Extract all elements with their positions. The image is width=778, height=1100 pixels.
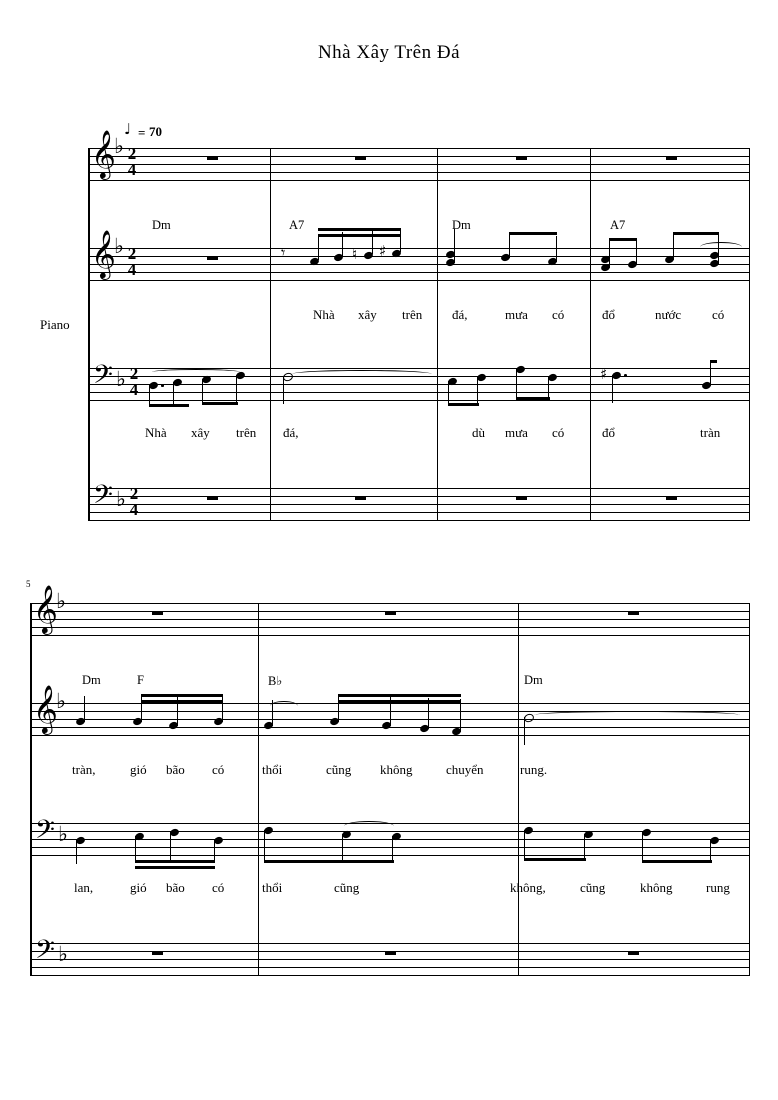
lyric-syllable: bão (166, 880, 185, 895)
beam (524, 858, 586, 861)
beam (149, 404, 189, 407)
natural-accidental: ♮ (352, 245, 358, 263)
whole-rest (516, 156, 527, 160)
slur (152, 369, 240, 375)
key-signature-flat: ♭ (114, 234, 124, 258)
tie (534, 711, 740, 719)
lyric-syllable: có (212, 762, 225, 777)
eighth-rest-icon: 𝄾 (281, 243, 286, 262)
note-stem (509, 232, 510, 258)
note-stem (236, 375, 237, 403)
barline (270, 148, 271, 520)
sharp-accidental: ♯ (379, 242, 387, 260)
note-stem (609, 238, 610, 268)
lyric-syllable: đổ (602, 425, 615, 440)
lyric-syllable: bão (166, 762, 185, 777)
whole-rest (207, 156, 218, 160)
note-stem (264, 830, 265, 862)
note-stem (84, 696, 85, 722)
note-stem (524, 830, 525, 858)
slur (700, 242, 742, 252)
note-stem (477, 377, 478, 403)
time-signature-bottom: 4 (127, 260, 137, 279)
note-stem (642, 832, 643, 860)
whole-rest (207, 496, 218, 500)
key-signature-flat: ♭ (56, 689, 66, 713)
slur (270, 701, 298, 711)
staff-bass-2 (30, 943, 750, 975)
note-stem (283, 376, 284, 404)
music-system-1 (0, 120, 778, 540)
whole-rest (355, 156, 366, 160)
lyric-syllable: có (712, 307, 725, 322)
note-stem (76, 840, 77, 864)
whole-rest (152, 611, 163, 615)
time-signature-bottom: 4 (129, 380, 139, 399)
barline (590, 148, 591, 520)
note-stem (214, 840, 215, 862)
note-stem (342, 834, 343, 862)
beam (516, 397, 550, 400)
lyric-syllable: trên (402, 307, 423, 322)
time-signature-top: 2 (127, 244, 137, 263)
lyric-syllable: rung (706, 880, 730, 895)
beam (135, 860, 215, 863)
key-signature-flat: ♭ (56, 589, 66, 613)
page-title: Nhà Xây Trên Đá (317, 42, 461, 63)
note-flag (710, 360, 717, 363)
beam (318, 234, 401, 237)
chord-symbol: Dm (82, 673, 101, 687)
note-stem (556, 236, 557, 262)
lyric-syllable: gió (130, 880, 147, 895)
time-signature-top: 2 (129, 364, 139, 383)
tie (292, 370, 432, 378)
chord-symbol: A7 (289, 218, 305, 232)
lyric-syllable: thổi (262, 880, 283, 895)
lyric-syllable: mưa (505, 425, 528, 440)
whole-rest (516, 496, 527, 500)
lyric-syllable: mưa (505, 307, 528, 322)
time-signature-bottom: 4 (127, 160, 137, 179)
staff-bass-2 (88, 484, 750, 520)
lyric-syllable: đổ (602, 307, 615, 322)
chord-symbol: A7 (610, 218, 626, 232)
lyric-syllable: xây (358, 307, 377, 322)
treble-clef: 𝄞 (33, 684, 58, 733)
chord-symbol: F (137, 673, 144, 687)
whole-rest (385, 951, 396, 955)
whole-rest (628, 611, 639, 615)
lyric-syllable: gió (130, 762, 147, 777)
system-bracket (88, 148, 90, 520)
lyric-syllable: nước (655, 307, 682, 322)
note-stem (710, 360, 711, 386)
quarter-note-icon: ♩ (124, 120, 132, 138)
augmentation-dot (624, 374, 627, 377)
barline (518, 603, 519, 975)
chord-symbol: Dm (152, 218, 171, 232)
note-stem (524, 717, 525, 745)
lyric-syllable: dù (472, 425, 485, 440)
whole-rest (152, 951, 163, 955)
beam (642, 860, 712, 863)
bass-clef: 𝄢 (93, 480, 113, 516)
bass-clef: 𝄢 (93, 360, 113, 396)
staff-top (30, 603, 750, 635)
staff-vocal (88, 244, 750, 280)
note-stem (135, 836, 136, 862)
slur (344, 821, 394, 831)
lyric-syllable: Nhà (145, 425, 167, 440)
lyric-syllable: đá, (452, 307, 468, 322)
note-stem (460, 699, 461, 732)
barline (258, 603, 259, 975)
treble-clef: 𝄞 (91, 129, 116, 178)
note-stem (392, 836, 393, 862)
chord-symbol: Dm (524, 673, 543, 687)
lyric-syllable: có (212, 880, 225, 895)
lyric-syllable: rung. (520, 762, 548, 777)
instrument-label: Piano (40, 317, 70, 332)
lyric-syllable: Nhà (313, 307, 335, 322)
beam (318, 228, 401, 231)
note-stem (612, 375, 613, 403)
note-stem (636, 239, 637, 265)
lyric-syllable: cũng (334, 880, 360, 895)
lyric-syllable: không, (510, 880, 546, 895)
sharp-accidental: ♯ (600, 365, 608, 383)
bass-clef: 𝄢 (35, 935, 55, 971)
beam (338, 694, 461, 697)
treble-clef: 𝄞 (91, 229, 116, 278)
treble-clef: 𝄞 (33, 584, 58, 633)
measure-number: 5 (26, 579, 31, 589)
bass-clef: 𝄢 (35, 815, 55, 851)
beam (141, 700, 223, 703)
note-stem (400, 228, 401, 252)
whole-rest (385, 611, 396, 615)
lyric-syllable: xây (191, 425, 210, 440)
time-signature-top: 2 (127, 144, 137, 163)
barline (437, 148, 438, 520)
lyric-syllable: không (640, 880, 673, 895)
beam (609, 238, 637, 241)
system-bracket (30, 603, 32, 975)
key-signature-flat: ♭ (116, 367, 126, 391)
beam (141, 694, 223, 697)
lyric-syllable: chuyển (446, 762, 484, 777)
tempo-value: 70 (149, 124, 162, 139)
staff-top (88, 144, 750, 180)
time-signature-bottom: 4 (129, 500, 139, 519)
key-signature-flat: ♭ (116, 487, 126, 511)
barline (749, 148, 750, 520)
note-stem (318, 234, 319, 260)
note-stem (454, 229, 455, 263)
lyric-syllable: cũng (326, 762, 352, 777)
time-signature-top: 2 (129, 484, 139, 503)
whole-rest (666, 156, 677, 160)
chord-symbol: Dm (452, 218, 471, 232)
beam (202, 402, 238, 405)
tempo-equals: = (138, 125, 146, 140)
lyric-syllable: tràn, (72, 762, 96, 777)
augmentation-dot (161, 384, 164, 387)
beam (338, 700, 461, 703)
note-stem (170, 832, 171, 862)
beam (673, 232, 719, 235)
lyric-syllable: có (552, 425, 565, 440)
key-signature-flat: ♭ (58, 942, 68, 966)
chord-symbol: B♭ (268, 674, 283, 688)
whole-rest (628, 951, 639, 955)
key-signature-flat: ♭ (114, 134, 124, 158)
key-signature-flat: ♭ (58, 822, 68, 846)
music-system-2 (0, 575, 778, 985)
note-stem (673, 234, 674, 260)
note-stem (516, 369, 517, 399)
beam (264, 860, 394, 863)
beam (509, 232, 557, 235)
note-stem (710, 840, 711, 862)
lyric-syllable: có (552, 307, 565, 322)
beam (135, 866, 215, 869)
lyric-syllable: đá, (283, 425, 299, 440)
beam (448, 403, 479, 406)
note-stem (448, 381, 449, 405)
lyric-syllable: cũng (580, 880, 606, 895)
lyric-syllable: tràn (700, 425, 721, 440)
lyric-syllable: không (380, 762, 413, 777)
lyric-syllable: lan, (74, 880, 94, 895)
lyric-syllable: thổi (262, 762, 283, 777)
whole-rest (666, 496, 677, 500)
whole-rest (207, 256, 218, 260)
whole-rest (355, 496, 366, 500)
note-stem (584, 834, 585, 860)
barline (749, 603, 750, 975)
lyric-syllable: trên (236, 425, 257, 440)
